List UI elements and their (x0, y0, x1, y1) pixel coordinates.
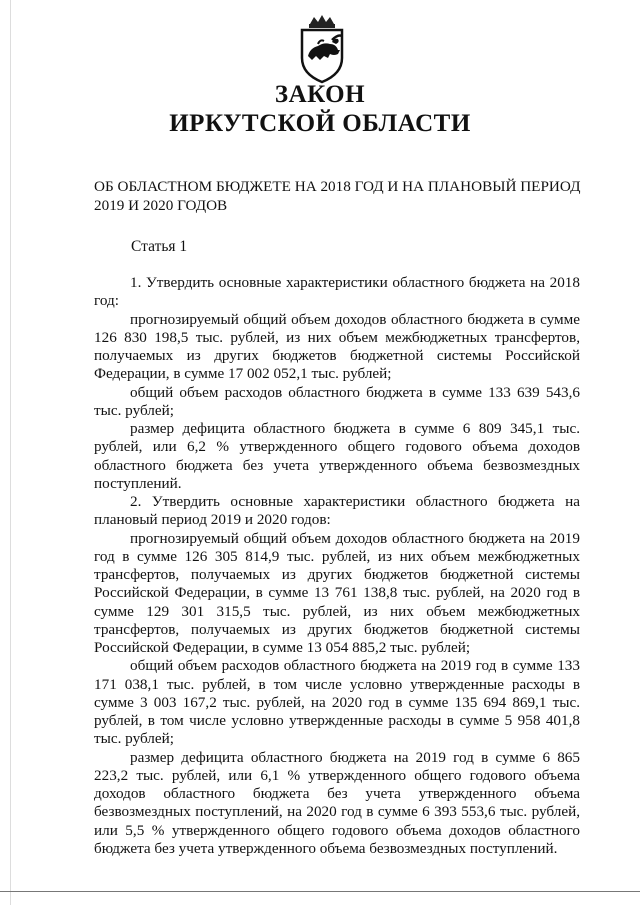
article-heading: Статья 1 (131, 238, 188, 255)
law-title-line1: ЗАКОН (274, 81, 366, 108)
bottom-scan-line (0, 891, 640, 892)
law-subtitle: ОБ ОБЛАСТНОМ БЮДЖЕТЕ НА 2018 ГОД И НА ПЛАНОВЫЙ ПЕРИОД 2019 И 2020 ГОДОВ (94, 178, 581, 214)
law-title-line2: ИРКУТСКОЙ ОБЛАСТИ (169, 110, 471, 137)
paragraph: общий объем расходов областного бюджета в сумме 133 639 543,6 тыс. рублей; (94, 383, 580, 419)
paragraph: 2. Утвердить основные характеристики областного бюджета на плановый период 2019 и 2020 годов: (94, 493, 580, 529)
paragraph: прогнозируемый общий объем доходов областного бюджета на 2019 год в сумме 126 305 814,9 тыс. рублей, из них объем межбюджетных трансфертов, получаемых из других бюджетов бюджетной системы Российской Федерации, в сумме 13 761 138,8 тыс. рублей, на 2020 год в сумме 129 301 315,5 тыс. рублей, из них объем межбюджетных трансфертов, получаемых из других бюджетов бюджетной системы Российской Федерации, в сумме 13 054 885,2 тыс. рублей; (94, 529, 580, 656)
article-body (94, 274, 580, 858)
paragraph: прогнозируемый общий объем доходов областного бюджета в сумме 126 830 198,5 тыс. рублей, из них объем межбюджетных трансфертов, получаемых из других бюджетов бюджетной системы Российской Федерации, в сумме 17 002 052,1 тыс. рублей; (94, 310, 580, 383)
paragraph: размер дефицита областного бюджета в сумме 6 809 345,1 тыс. рублей, или 6,2 % утвержденного общего годового объема доходов областного бюджета без учета утвержденного объема безвозмездных поступлений. (94, 420, 580, 492)
irkutsk-coat-of-arms-icon (294, 14, 350, 84)
paragraph: 1. Утвердить основные характеристики областного бюджета на 2018 год: (94, 274, 580, 310)
paragraph: общий объем расходов областного бюджета на 2019 год в сумме 133 171 038,1 тыс. рублей, в том числе условно утвержденные расходы в сумме 3 003 167,2 тыс. рублей, на 2020 год в сумме 135 694 869,1 тыс. рублей, в том числе условно утвержденные расходы в сумме 5 958 401,8 тыс. рублей; (94, 657, 580, 748)
paragraph: размер дефицита областного бюджета на 2019 год в сумме 6 865 223,2 тыс. рублей, или 6,1 % утвержденного общего годового объема доходов областного бюджета без учета утвержденного объема безвозмездных поступлений, на 2020 год в сумме 6 393 553,6 тыс. рублей, или 5,5 % утвержденного общего годового объема доходов областного бюджета без учета утвержденного объема безвозмездных поступлений. (94, 748, 580, 857)
